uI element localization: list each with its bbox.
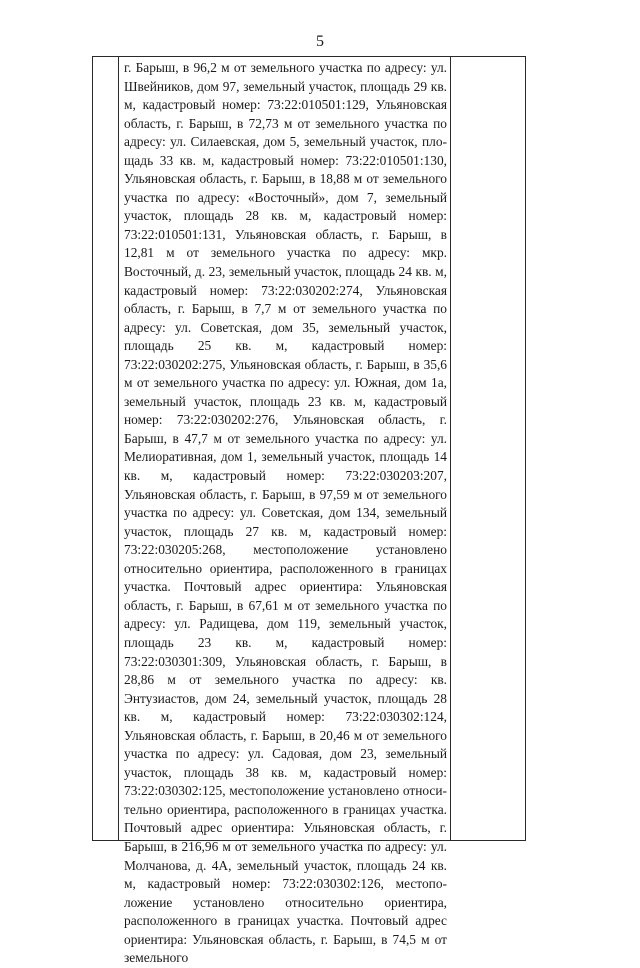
table-cell-right: [451, 57, 526, 841]
document-table: [92, 56, 526, 966]
table-row: [93, 57, 526, 841]
main-text: г. Барыш, в 96,2 м от земельного участка по адресу: ул. Швейников, дом 97, земельный участок, площадь 29 кв. м, кадастровый номер: 73:22:010501:129, Ульяновская область, г. Барыш, в 72,73 м от земельного участка по адресу: ул. Силаевская, дом 5, земельный участок, площадь 33 кв. м, кадастровый номер: 73:22:010501:130, Ульяновская область, г. Барыш, в 18,88 м от земельного участка по адресу: «Восточный», дом 7, земельный участок, площадь 28 кв. м, кадастровый номер: 73:22:010501:131, Ульяновская область, г. Барыш, в 12,81 м от земельного участка по адресу: мкр. Восточный, д. 23, земельный участок, площадь 24 кв. м, кадастровый номер: 73:22:030202:274, Ульяновская область, г. Барыш, в 7,7 м от земельного участка по адресу: ул. Советская, дом 35, земельный участок, площадь 25 кв. м, кадастровый номер: 73:22:030202:275, Ульяновская область, г. Барыш, в 35,6 м от земельного участка по адресу: ул. Южная, дом 1а, земельный участок, площадь 23 кв. м, кадастровый номер: 73:22:030202:276, Ульяновская область, г. Барыш, в 47,7 м от земельного участка по адресу: ул. Мелиоративная, дом 1, земельный участок, площадь 14 кв. м, кадастровый номер: 73:22:030203:207, Ульяновская область, г. Барыш, в 97,59 м от земельного участка по адресу: ул. Советская, дом 134, земельный участок, площадь 27 кв. м, кадастровый номер: 73:22:030205:268, местоположение установлено относительно ориентира, расположенного в границах участка. Почтовый адрес ориентира: Ульяновская область, г. Барыш, в 67,61 м от земельного участка по адресу: ул. Радищева, дом 119, земельный участок, площадь 23 кв. м, кадастровый номер: 73:22:030301:309, Ульяновская область, г. Барыш, в 28,86 м от земельного участка по адресу: кв. Энтузиастов, дом 24, земельный участок, площадь 28 кв. м, кадастровый номер: 73:22:030302:124, Ульяновская область, г. Барыш, в 20,46 м от земельного участка по адресу: ул. Садовая, дом 23, земельный участок, площадь 38 кв. м, кадастровый номер: 73:22:030302:125, местоположение установлено относительно ориентира, расположенного в границах участка. Почтовый адрес ориентира: Ульяновская область, г. Барыш, в 216,96 м от земельного участка по адресу: ул. Молчанова, д. 4А, земельный участок, площадь 24 кв. м, кадастровый номер: 73:22:030302:126, местоположение установлено относительно ориентира, расположенного в границах участка. Почтовый адрес ориентира: Ульяновская область, г. Барыш, в 74,5 м от земельного: [124, 60, 447, 966]
page-number: 5: [316, 33, 324, 50]
table-cell-main: [119, 57, 451, 966]
table-cell-left: [93, 57, 119, 841]
